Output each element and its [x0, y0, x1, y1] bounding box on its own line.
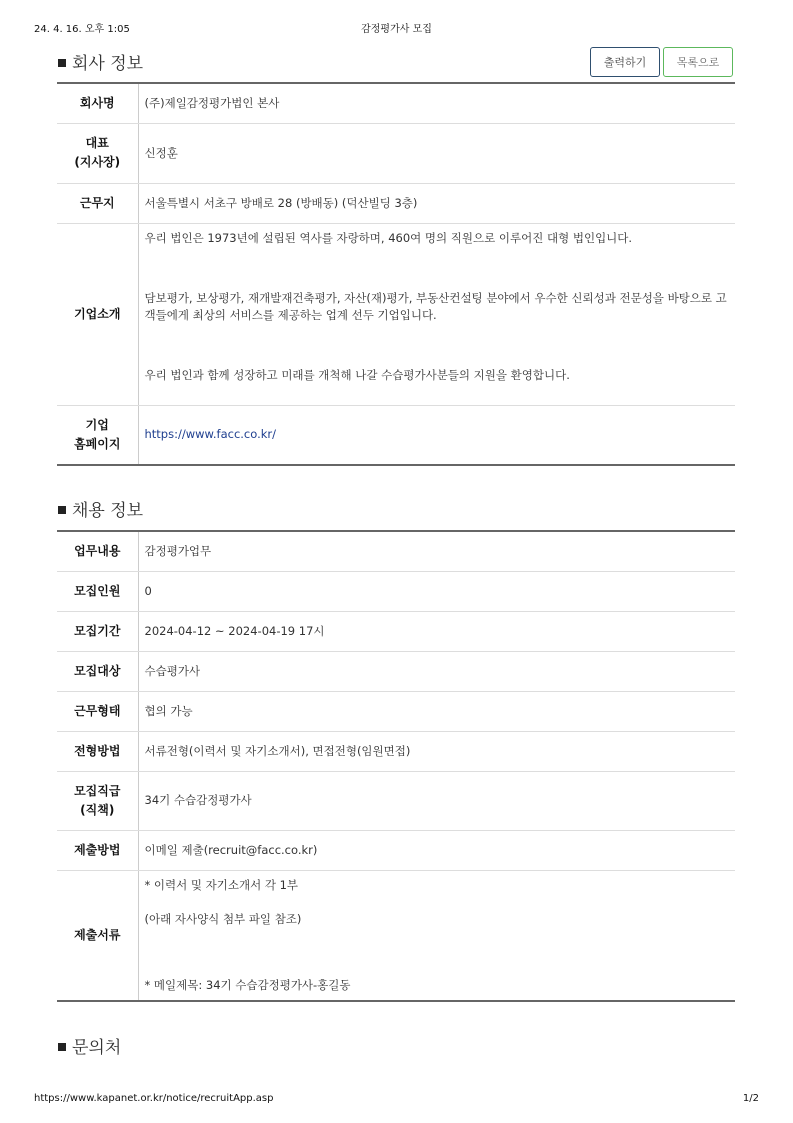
table-row [57, 691, 735, 731]
recruit-section-label: 채용 정보 [72, 501, 144, 521]
row-label: 근무지 [57, 183, 138, 223]
company-info-table [57, 82, 735, 466]
intro-paragraph-3: 우리 법인과 함께 성장하고 미래를 개척해 나갈 수습평가사분들의 지원을 환영합니다. [144, 367, 570, 382]
row-label: 제출방법 [57, 830, 138, 870]
row-label [57, 771, 138, 830]
table-row [57, 531, 735, 571]
table-row [57, 731, 735, 771]
table-row [57, 611, 735, 651]
docs-paragraph-3: * 메일제목: 34기 수습감정평가사-홍길동 [144, 977, 351, 992]
recruit-section-title [58, 496, 143, 521]
target-value: 수습평가사 [138, 651, 735, 691]
homepage-cell [138, 405, 735, 465]
position-value: 34기 수습감정평가사 [138, 771, 735, 830]
position-label-1: 모집직급 [74, 783, 121, 798]
print-footer [34, 1093, 759, 1107]
table-row [57, 183, 735, 223]
row-label: 근무형태 [57, 691, 138, 731]
print-button[interactable]: 출력하기 [590, 47, 660, 77]
print-date: 24. 4. 16. 오후 1:05 [34, 24, 130, 35]
table-row [57, 223, 735, 405]
company-name-value: (주)제일감정평가법인 본사 [138, 83, 735, 123]
ceo-label-2: (지사장) [74, 155, 121, 169]
row-label: 회사명 [57, 83, 138, 123]
table-row [57, 405, 735, 465]
count-value: 0 [138, 571, 735, 611]
list-button[interactable]: 목록으로 [663, 47, 733, 77]
docs-value [138, 870, 735, 1001]
row-label [57, 123, 138, 183]
square-bullet-icon [58, 1043, 66, 1051]
homepage-label-1: 기업 [85, 417, 109, 432]
docs-paragraph-2: (아래 자사양식 첨부 파일 참조) [144, 911, 302, 926]
row-label [57, 405, 138, 465]
period-value: 2024-04-12 ~ 2024-04-19 17시 [138, 611, 735, 651]
table-row [57, 123, 735, 183]
table-row [57, 651, 735, 691]
position-label-2: (직책) [80, 802, 115, 817]
company-section-label: 회사 정보 [72, 54, 144, 74]
print-title: 감정평가사 모집 [361, 24, 432, 35]
homepage-link[interactable]: https://www.facc.co.kr/ [144, 427, 277, 442]
print-header [34, 20, 759, 34]
homepage-label-2: 홈페이지 [74, 436, 121, 451]
table-row [57, 571, 735, 611]
type-value: 협의 가능 [138, 691, 735, 731]
row-label: 전형방법 [57, 731, 138, 771]
location-value: 서울특별시 서초구 방배로 28 (방배동) (덕산빌딩 3층) [138, 183, 735, 223]
row-label: 모집인원 [57, 571, 138, 611]
table-row [57, 83, 735, 123]
row-label: 모집기간 [57, 611, 138, 651]
table-row [57, 771, 735, 830]
square-bullet-icon [58, 59, 66, 67]
intro-paragraph-1: 우리 법인은 1973년에 설립된 역사를 자랑하며, 460여 명의 직원으로 이루어진 대형 법인입니다. [144, 230, 633, 245]
process-value: 서류전형(이력서 및 자기소개서), 면접전형(임원면접) [138, 731, 735, 771]
ceo-label-1: 대표 [85, 136, 109, 150]
intro-paragraph-2: 담보평가, 보상평가, 재개발재건축평가, 자산(재)평가, 부동산컨설팅 분야에서 우수한 신뢰성과 전문성을 바탕으로 고객들에게 최상의 서비스를 제공하는 업계 선두 기업입니다. [144, 290, 727, 322]
submit-value: 이메일 제출(recruit@facc.co.kr) [138, 830, 735, 870]
square-bullet-icon [58, 506, 66, 514]
row-label: 업무내용 [57, 531, 138, 571]
ceo-value: 신정훈 [138, 123, 735, 183]
docs-paragraph-1: * 이력서 및 자기소개서 각 1부 [144, 877, 299, 892]
intro-value [138, 223, 735, 405]
row-label: 모집대상 [57, 651, 138, 691]
contact-section-title [58, 1033, 121, 1058]
recruit-info-table [57, 530, 735, 1002]
row-label: 기업소개 [57, 223, 138, 405]
job-value: 감정평가업무 [138, 531, 735, 571]
row-label: 제출서류 [57, 870, 138, 1001]
contact-section-label: 문의처 [72, 1038, 122, 1058]
company-section-title [58, 49, 143, 74]
page-number: 1/2 [742, 1093, 759, 1104]
print-url: https://www.kapanet.or.kr/notice/recruitApp.asp [34, 1093, 274, 1104]
table-row [57, 870, 735, 1001]
table-row [57, 830, 735, 870]
